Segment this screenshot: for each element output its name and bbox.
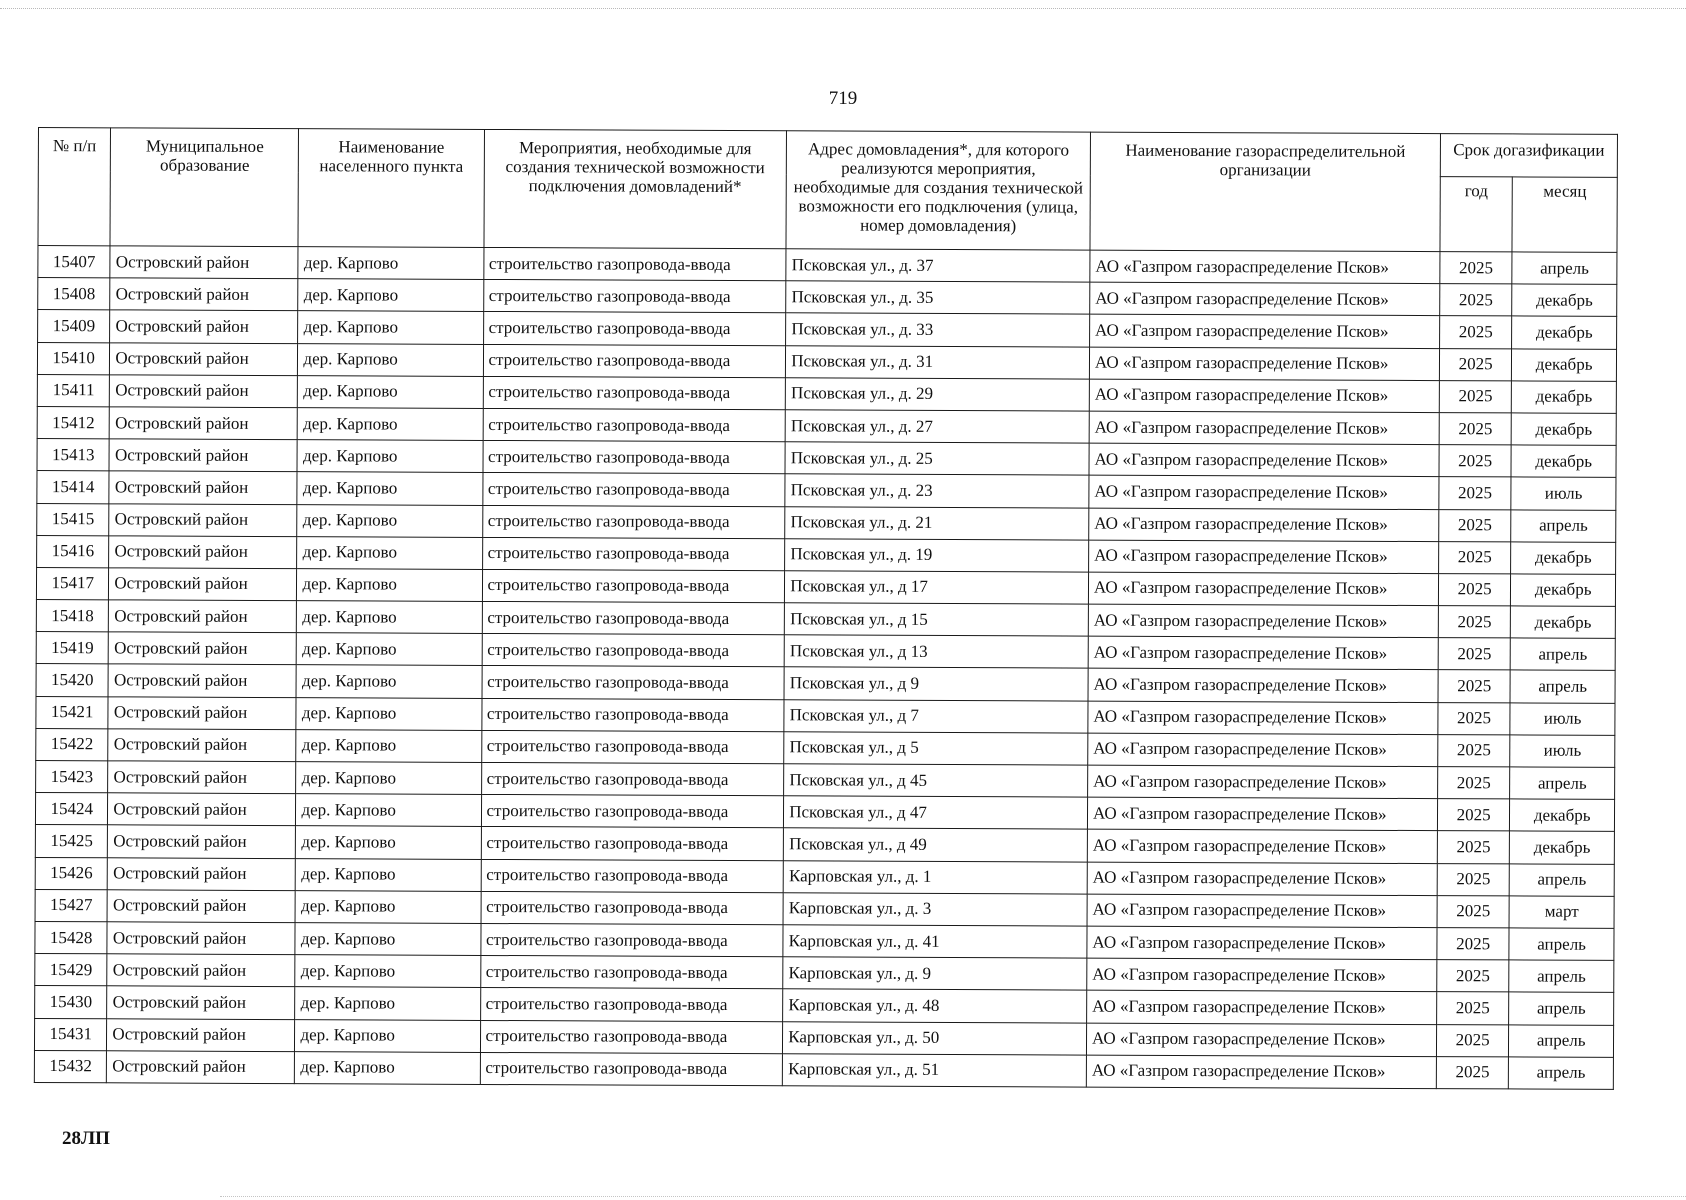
cell-month: декабрь [1512,348,1617,381]
cell-month: декабрь [1511,413,1616,446]
cell-settlement: дер. Карпово [298,279,483,312]
cell-municipality: Островский район [108,793,296,826]
cell-num: 15417 [36,567,109,600]
cell-settlement: дер. Карпово [296,858,481,891]
cell-measures: строительство газопровода-ввода [482,666,785,700]
cell-address: Псковская ул., д. 21 [785,506,1089,540]
cell-num: 15420 [36,664,109,697]
cell-organization: АО «Газпром газораспределение Псков» [1086,1055,1436,1089]
cell-municipality: Островский район [109,568,297,601]
cell-month: декабрь [1512,381,1617,414]
cell-measures: строительство газопровода-ввода [481,891,784,925]
cell-municipality: Островский район [109,632,297,665]
cell-month: апрель [1510,670,1615,703]
cell-year: 2025 [1437,863,1510,896]
header-measures: Мероприятия, необходимые для создания технической возможности подключения домовладений* [483,129,786,248]
cell-num: 15423 [36,760,109,793]
cell-year: 2025 [1437,895,1510,928]
cell-month: декабрь [1510,799,1615,832]
page-number: 719 [828,88,858,109]
cell-address: Карповская ул., д. 48 [783,989,1087,1023]
cell-month: июль [1511,477,1616,510]
cell-measures: строительство газопровода-ввода [480,988,783,1022]
cell-year: 2025 [1437,831,1510,864]
cell-settlement: дер. Карпово [298,375,483,408]
cell-address: Псковская ул., д. 37 [786,249,1090,283]
cell-address: Псковская ул., д 17 [785,571,1089,605]
cell-measures: строительство газопровода-ввода [482,634,785,668]
cell-municipality: Островский район [110,407,298,440]
cell-measures: строительство газопровода-ввода [481,795,784,829]
cell-year: 2025 [1437,799,1510,832]
cell-year: 2025 [1439,445,1512,478]
cell-num: 15424 [35,793,108,826]
cell-municipality: Островский район [107,922,295,955]
cell-municipality: Островский район [107,890,295,923]
cell-address: Карповская ул., д. 9 [783,957,1087,991]
header-settlement: Наименование населенного пункта [298,129,484,248]
cell-month: апрель [1509,960,1614,993]
table-body [34,246,1617,1090]
cell-address: Карповская ул., д. 51 [783,1053,1087,1087]
cell-measures: строительство газопровода-ввода [482,602,785,636]
cell-settlement: дер. Карпово [298,343,483,376]
cell-month: декабрь [1511,542,1616,575]
cell-num: 15418 [36,600,109,633]
cell-address: Карповская ул., д. 1 [783,860,1087,894]
cell-num: 15428 [35,921,108,954]
cell-month: декабрь [1512,316,1617,349]
scan-edge-top [0,8,1686,9]
cell-measures: строительство газопровода-ввода [483,312,786,346]
cell-month: июль [1510,703,1615,736]
cell-measures: строительство газопровода-ввода [483,408,786,442]
cell-settlement: дер. Карпово [296,665,481,698]
cell-settlement: дер. Карпово [295,1051,480,1084]
cell-municipality: Островский район [108,761,296,794]
cell-year: 2025 [1439,509,1512,542]
cell-settlement: дер. Карпово [295,923,480,956]
cell-organization: АО «Газпром газораспределение Псков» [1089,540,1439,574]
cell-month: апрель [1511,509,1616,542]
cell-municipality: Островский район [110,278,298,311]
header-month: месяц [1512,177,1617,252]
cell-organization: АО «Газпром газораспределение Псков» [1088,669,1438,703]
cell-municipality: Островский район [109,471,297,504]
cell-municipality: Островский район [107,1018,295,1051]
cell-year: 2025 [1438,734,1511,767]
cell-measures: строительство газопровода-ввода [483,441,786,475]
cell-measures: строительство газопровода-ввода [483,280,786,314]
cell-settlement: дер. Карпово [296,826,481,859]
cell-address: Псковская ул., д. 23 [785,474,1089,508]
cell-measures: строительство газопровода-ввода [482,473,785,507]
cell-num: 15427 [35,889,108,922]
cell-year: 2025 [1436,1056,1509,1089]
cell-num: 15416 [37,535,110,568]
cell-organization: АО «Газпром газораспределение Псков» [1088,636,1438,670]
header-organization: Наименование газораспределительной организации [1090,132,1440,252]
cell-month: апрель [1510,638,1615,671]
cell-organization: АО «Газпром газораспределение Псков» [1086,1023,1436,1057]
cell-num: 15422 [36,728,109,761]
cell-municipality: Островский район [109,600,297,633]
cell-num: 15425 [35,825,108,858]
cell-settlement: дер. Карпово [297,633,482,666]
cell-year: 2025 [1437,928,1510,961]
cell-organization: АО «Газпром газораспределение Псков» [1089,508,1439,542]
cell-num: 15415 [37,503,110,536]
cell-month: декабрь [1511,445,1616,478]
cell-settlement: дер. Карпово [298,247,483,280]
cell-organization: АО «Газпром газораспределение Псков» [1087,797,1437,831]
cell-organization: АО «Газпром газораспределение Псков» [1089,379,1439,413]
header-address: Адрес домовладения*, для которого реализуются мероприятия, необходимые для создания технической возможности его подключения (улица, номер домовладения) [786,131,1090,250]
cell-settlement: дер. Карпово [296,697,481,730]
footer-code: 28ЛП [62,1128,110,1149]
cell-measures: строительство газопровода-ввода [481,827,784,861]
cell-address: Псковская ул., д 5 [784,732,1088,766]
cell-year: 2025 [1439,316,1512,349]
cell-num: 15419 [36,632,109,665]
header-num: № п/п [38,128,111,246]
cell-municipality: Островский район [108,857,296,890]
cell-num: 15410 [37,342,110,375]
cell-year: 2025 [1439,541,1512,574]
cell-year: 2025 [1438,573,1511,606]
cell-year: 2025 [1438,606,1511,639]
cell-settlement: дер. Карпово [296,762,481,795]
cell-year: 2025 [1438,670,1511,703]
cell-num: 15411 [37,374,110,407]
cell-organization: АО «Газпром газораспределение Псков» [1090,282,1440,316]
cell-organization: АО «Газпром газораспределение Псков» [1087,829,1437,863]
cell-organization: АО «Газпром газораспределение Псков» [1089,475,1439,509]
cell-year: 2025 [1438,767,1511,800]
cell-num: 15408 [38,278,111,311]
cell-settlement: дер. Карпово [296,794,481,827]
cell-measures: строительство газопровода-ввода [482,569,785,603]
cell-organization: АО «Газпром газораспределение Псков» [1089,443,1439,477]
cell-num: 15430 [35,986,108,1019]
cell-num: 15413 [37,439,110,472]
header-year: год [1440,177,1513,252]
cell-organization: АО «Газпром газораспределение Псков» [1087,990,1437,1024]
cell-settlement: дер. Карпово [295,890,480,923]
cell-address: Псковская ул., д. 25 [785,442,1089,476]
cell-month: апрель [1510,863,1615,896]
cell-organization: АО «Газпром газораспределение Псков» [1087,926,1437,960]
cell-settlement: дер. Карпово [298,408,483,441]
header-municipality: Муниципальное образование [110,128,299,247]
cell-organization: АО «Газпром газораспределение Псков» [1088,701,1438,735]
cell-municipality: Островский район [109,439,297,472]
cell-address: Псковская ул., д 15 [785,603,1089,637]
cell-month: апрель [1512,252,1617,285]
scan-edge-bottom [220,1196,1686,1197]
header-term: Срок догазификации [1440,134,1617,178]
cell-address: Псковская ул., д 47 [784,796,1088,830]
cell-measures: строительство газопровода-ввода [482,505,785,539]
cell-address: Псковская ул., д 49 [784,828,1088,862]
cell-year: 2025 [1440,284,1513,317]
cell-address: Псковская ул., д 13 [784,635,1088,669]
table-row [34,1050,1613,1089]
cell-address: Псковская ул., д. 33 [786,313,1090,347]
cell-month: апрель [1509,992,1614,1025]
cell-year: 2025 [1437,992,1510,1025]
cell-month: декабрь [1511,606,1616,639]
cell-settlement: дер. Карпово [295,1019,480,1052]
cell-measures: строительство газопровода-ввода [483,247,786,281]
cell-municipality: Островский район [109,536,297,569]
cell-year: 2025 [1437,960,1510,993]
cell-organization: АО «Газпром газораспределение Псков» [1090,250,1440,284]
cell-organization: АО «Газпром газораспределение Псков» [1088,765,1438,799]
cell-municipality: Островский район [110,246,298,279]
cell-organization: АО «Газпром газораспределение Псков» [1087,958,1437,992]
cell-organization: АО «Газпром газораспределение Псков» [1088,733,1438,767]
cell-address: Псковская ул., д 45 [784,764,1088,798]
cell-month: июль [1510,735,1615,768]
cell-measures: строительство газопровода-ввода [481,698,784,732]
cell-measures: строительство газопровода-ввода [481,762,784,796]
cell-address: Псковская ул., д. 27 [785,410,1089,444]
cell-num: 15414 [37,471,110,504]
cell-address: Псковская ул., д. 35 [786,281,1090,315]
cell-year: 2025 [1439,380,1512,413]
cell-year: 2025 [1440,252,1513,285]
header-row-top [38,128,1617,178]
cell-settlement: дер. Карпово [295,955,480,988]
cell-year: 2025 [1439,413,1512,446]
cell-settlement: дер. Карпово [297,472,482,505]
cell-num: 15426 [35,857,108,890]
cell-organization: АО «Газпром газораспределение Псков» [1089,411,1439,445]
cell-measures: строительство газопровода-ввода [480,1020,783,1054]
cell-municipality: Островский район [108,664,296,697]
cell-month: декабрь [1510,831,1615,864]
cell-organization: АО «Газпром газораспределение Псков» [1089,347,1439,381]
cell-municipality: Островский район [107,986,295,1019]
cell-municipality: Островский район [107,954,295,987]
cell-address: Псковская ул., д. 19 [785,538,1089,572]
cell-municipality: Островский район [108,825,296,858]
cell-settlement: дер. Карпово [297,536,482,569]
cell-num: 15412 [37,406,110,439]
cell-organization: АО «Газпром газораспределение Псков» [1087,894,1437,928]
cell-address: Карповская ул., д. 50 [783,1021,1087,1055]
cell-settlement: дер. Карпово [296,729,481,762]
table-header [38,128,1617,253]
cell-measures: строительство газопровода-ввода [483,376,786,410]
cell-settlement: дер. Карпово [297,601,482,634]
cell-month: март [1509,896,1614,929]
cell-measures: строительство газопровода-ввода [481,859,784,893]
cell-num: 15421 [36,696,109,729]
cell-num: 15407 [38,246,111,279]
cell-settlement: дер. Карпово [297,504,482,537]
cell-month: декабрь [1512,284,1617,317]
cell-settlement: дер. Карпово [297,569,482,602]
cell-municipality: Островский район [108,696,296,729]
cell-year: 2025 [1439,477,1512,510]
cell-measures: строительство газопровода-ввода [482,537,785,571]
cell-organization: АО «Газпром газораспределение Псков» [1088,572,1438,606]
gasification-table [34,127,1618,1090]
cell-num: 15409 [38,310,111,343]
cell-year: 2025 [1439,348,1512,381]
cell-num: 15431 [34,1018,107,1051]
cell-municipality: Островский район [108,729,296,762]
cell-municipality: Островский район [110,375,298,408]
cell-address: Карповская ул., д. 3 [783,893,1087,927]
cell-month: апрель [1509,1057,1614,1090]
cell-month: декабрь [1511,574,1616,607]
cell-organization: АО «Газпром газораспределение Псков» [1087,862,1437,896]
cell-settlement: дер. Карпово [297,440,482,473]
cell-measures: строительство газопровода-ввода [481,730,784,764]
cell-month: апрель [1509,928,1614,961]
cell-address: Псковская ул., д. 31 [786,345,1090,379]
cell-num: 15429 [35,954,108,987]
cell-num: 15432 [34,1050,107,1083]
cell-address: Псковская ул., д 9 [784,667,1088,701]
cell-measures: строительство газопровода-ввода [480,923,783,957]
cell-month: апрель [1510,767,1615,800]
cell-measures: строительство газопровода-ввода [480,1052,783,1086]
cell-organization: АО «Газпром газораспределение Псков» [1088,604,1438,638]
cell-municipality: Островский район [110,310,298,343]
cell-settlement: дер. Карпово [295,987,480,1020]
cell-address: Карповская ул., д. 41 [783,925,1087,959]
cell-address: Псковская ул., д. 29 [786,378,1090,412]
cell-month: апрель [1509,1024,1614,1057]
cell-settlement: дер. Карпово [298,311,483,344]
cell-year: 2025 [1438,638,1511,671]
cell-address: Псковская ул., д 7 [784,699,1088,733]
cell-year: 2025 [1436,1024,1509,1057]
cell-measures: строительство газопровода-ввода [480,956,783,990]
cell-organization: АО «Газпром газораспределение Псков» [1090,314,1440,348]
cell-municipality: Островский район [110,342,298,375]
cell-municipality: Островский район [109,503,297,536]
cell-year: 2025 [1438,702,1511,735]
cell-measures: строительство газопровода-ввода [483,344,786,378]
cell-municipality: Островский район [107,1050,295,1083]
